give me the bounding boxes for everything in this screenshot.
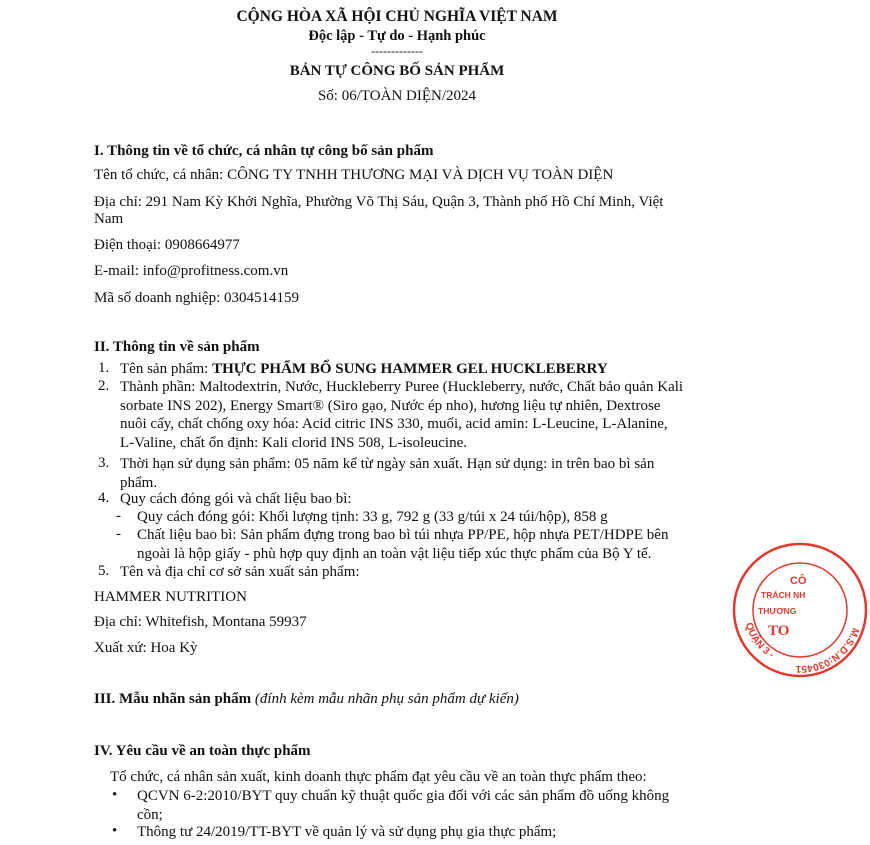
ingredients-line: L-Valine, chất ổn định: Kali clorid INS 508, L-isoleucine. — [120, 434, 467, 451]
safety-circular: Thông tư 24/2019/TT-BYT về quản lý và sử dụng phụ gia thực phẩm; — [137, 824, 557, 840]
heading-divider: ------------- — [371, 44, 423, 58]
item-number: 3. — [98, 455, 110, 471]
item-number: 2. — [98, 378, 110, 394]
bullet-dot: • — [112, 823, 118, 839]
section-3-title — [94, 690, 704, 708]
stamp-inner-line-4: TO — [768, 623, 790, 639]
stamp-ring-text: M.S.D.N:030451 — [795, 626, 861, 675]
org-name: Tên tổ chức, cá nhân: CÔNG TY TNHH THƯƠNG MẠI VÀ DỊCH VỤ TOÀN DIỆN — [94, 167, 614, 183]
org-address-line-1: Địa chỉ: 291 Nam Kỳ Khởi Nghĩa, Phường Võ Thị Sáu, Quận 3, Thành phố Hồ Chí Minh, Việt — [94, 194, 664, 210]
document-number: Số: 06/TOÀN DIỆN/2024 — [317, 88, 477, 104]
manufacturer-name: HAMMER NUTRITION — [94, 589, 247, 605]
packaging-spec: Quy cách đóng gói: Khối lượng tịnh: 33 g, 792 g (33 g/túi x 24 túi/hộp), 858 g — [137, 509, 608, 525]
document-title: BẢN TỰ CÔNG BỐ SẢN PHẨM — [289, 63, 505, 79]
org-phone: Điện thoại: 0908664977 — [94, 237, 240, 253]
shelf-life-line: Thời hạn sử dụng sản phẩm: 05 năm kể từ ngày sản xuất. Hạn sử dụng: in trên bao bì sản — [120, 456, 655, 472]
packaging-dash: - — [116, 508, 121, 524]
stamp-outer-ring — [734, 544, 866, 676]
section-1-title: I. Thông tin về tổ chức, cá nhân tự công bố sản phẩm — [94, 143, 434, 159]
item-number: 5. — [98, 563, 110, 579]
stamp-inner-line-1: CÔ — [790, 575, 807, 587]
item-number: 1. — [98, 360, 110, 376]
item-number: 4. — [98, 490, 110, 506]
ingredients-line: nuôi cấy, chất chống oxy hóa: Acid citric INS 330, muối, acid amin: L-Leucine, L-Alanine, — [120, 416, 668, 432]
manufacturer-address: Địa chỉ: Whitefish, Montana 59937 — [94, 614, 307, 630]
stamp-inner-line-2: TRÁCH NH — [761, 590, 806, 600]
section-2-title: II. Thông tin về sản phẩm — [94, 339, 260, 355]
product-name-prefix: Tên sản phẩm: — [120, 361, 213, 377]
ingredients-line: Thành phần: Maltodextrin, Nước, Huckleberry Puree (Huckleberry, nước, Chất bảo quản Kali — [120, 379, 684, 395]
product-origin: Xuất xứ: Hoa Kỳ — [94, 640, 198, 656]
section-4-title: IV. Yêu cầu về an toàn thực phẩm — [94, 743, 311, 759]
product-name: THỰC PHẨM BỔ SUNG HAMMER GEL HUCKLEBERRY — [212, 361, 608, 377]
manufacturer-item: Tên và địa chỉ cơ sở sản xuất sản phẩm: — [120, 564, 360, 580]
shelf-life-line: phẩm. — [120, 474, 158, 491]
packaging-item: Quy cách đóng gói và chất liệu bao bì: — [120, 491, 352, 507]
ingredients-item — [120, 378, 700, 452]
ingredients-line: sorbate INS 202), Energy Smart® (Siro gạo, Nước ép nho), hương liệu tự nhiên, Dextrose — [120, 397, 661, 414]
org-address-line-2: Nam — [94, 211, 124, 227]
packaging-material — [137, 526, 700, 563]
section-3-note: (đính kèm mẫu nhãn phụ sản phẩm dự kiến) — [254, 691, 519, 707]
motto-heading: Độc lập - Tự do - Hạnh phúc — [308, 28, 486, 44]
nation-heading: CỘNG HÒA XÃ HỘI CHỦ NGHĨA VIỆT NAM — [236, 8, 558, 25]
packaging-dash: - — [116, 526, 121, 542]
safety-standard — [137, 787, 702, 824]
org-tax-code: Mã số doanh nghiệp: 0304514159 — [94, 290, 299, 306]
safety-standard-line: cồn; — [137, 806, 163, 823]
section-3-heading: III. Mẫu nhãn sản phẩm — [94, 691, 255, 707]
company-stamp — [730, 540, 870, 680]
packaging-material-line: Chất liệu bao bì: Sản phẩm đựng trong bao bì túi nhựa PP/PE, hộp nhựa PET/HDPE bên — [137, 527, 669, 543]
stamp-inner-line-3: THƯƠNG — [758, 606, 797, 616]
product-name-item — [120, 360, 700, 379]
safety-standard-line: QCVN 6-2:2010/BYT quy chuẩn kỹ thuật quốc gia đối với các sản phẩm đồ uống không — [137, 788, 670, 804]
safety-intro: Tổ chức, cá nhân sản xuất, kinh doanh thực phẩm đạt yêu cầu về an toàn thực phẩm theo: — [110, 769, 647, 785]
stamp-bottom-text: QUẬN 3 - — [742, 621, 776, 661]
org-email: E-mail: info@profitness.com.vn — [94, 263, 289, 279]
bullet-dot: • — [112, 787, 118, 803]
packaging-material-line: ngoài là hộp giấy - phù hợp quy định an toàn vật liệu tiếp xúc thực phẩm của Bộ Y tế. — [137, 545, 652, 562]
shelf-life-item — [120, 455, 700, 492]
